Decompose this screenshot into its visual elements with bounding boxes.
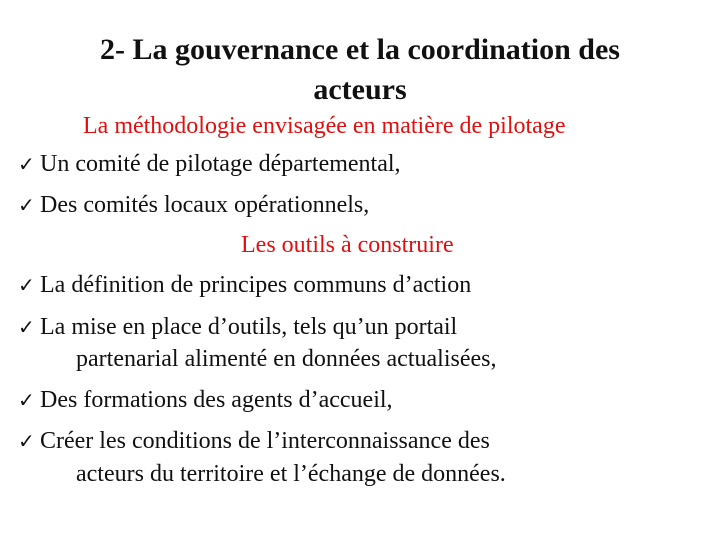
- section-heading-outils: Les outils à construire: [241, 232, 454, 258]
- bullet-item: ✓ La définition de principes communs d’action: [18, 266, 471, 304]
- bullet-item: ✓ La mise en place d’outils, tels qu’un portail: [18, 308, 457, 346]
- bullet-item: ✓ Des comités locaux opérationnels,: [18, 186, 369, 224]
- bullet-item: ✓ Des formations des agents d’accueil,: [18, 381, 393, 419]
- checkmark-icon: ✓: [18, 193, 35, 217]
- bullet-item: ✓ Un comité de pilotage départemental,: [18, 145, 401, 183]
- title-line-1: 2- La gouvernance et la coordination des: [100, 33, 620, 66]
- title-line-2: acteurs: [313, 73, 407, 106]
- bullet-item: ✓ Créer les conditions de l’interconnaissance des: [18, 422, 490, 460]
- checkmark-icon: ✓: [18, 273, 35, 297]
- bullet-continuation: acteurs du territoire et l’échange de données.: [76, 461, 506, 487]
- checkmark-icon: ✓: [18, 152, 35, 176]
- slide-title: [20, 30, 700, 110]
- checkmark-icon: ✓: [18, 315, 35, 339]
- section-heading-pilotage: La méthodologie envisagée en matière de pilotage: [83, 113, 566, 139]
- bullet-continuation: partenarial alimenté en données actualisées,: [76, 346, 497, 372]
- checkmark-icon: ✓: [18, 429, 35, 453]
- checkmark-icon: ✓: [18, 388, 35, 412]
